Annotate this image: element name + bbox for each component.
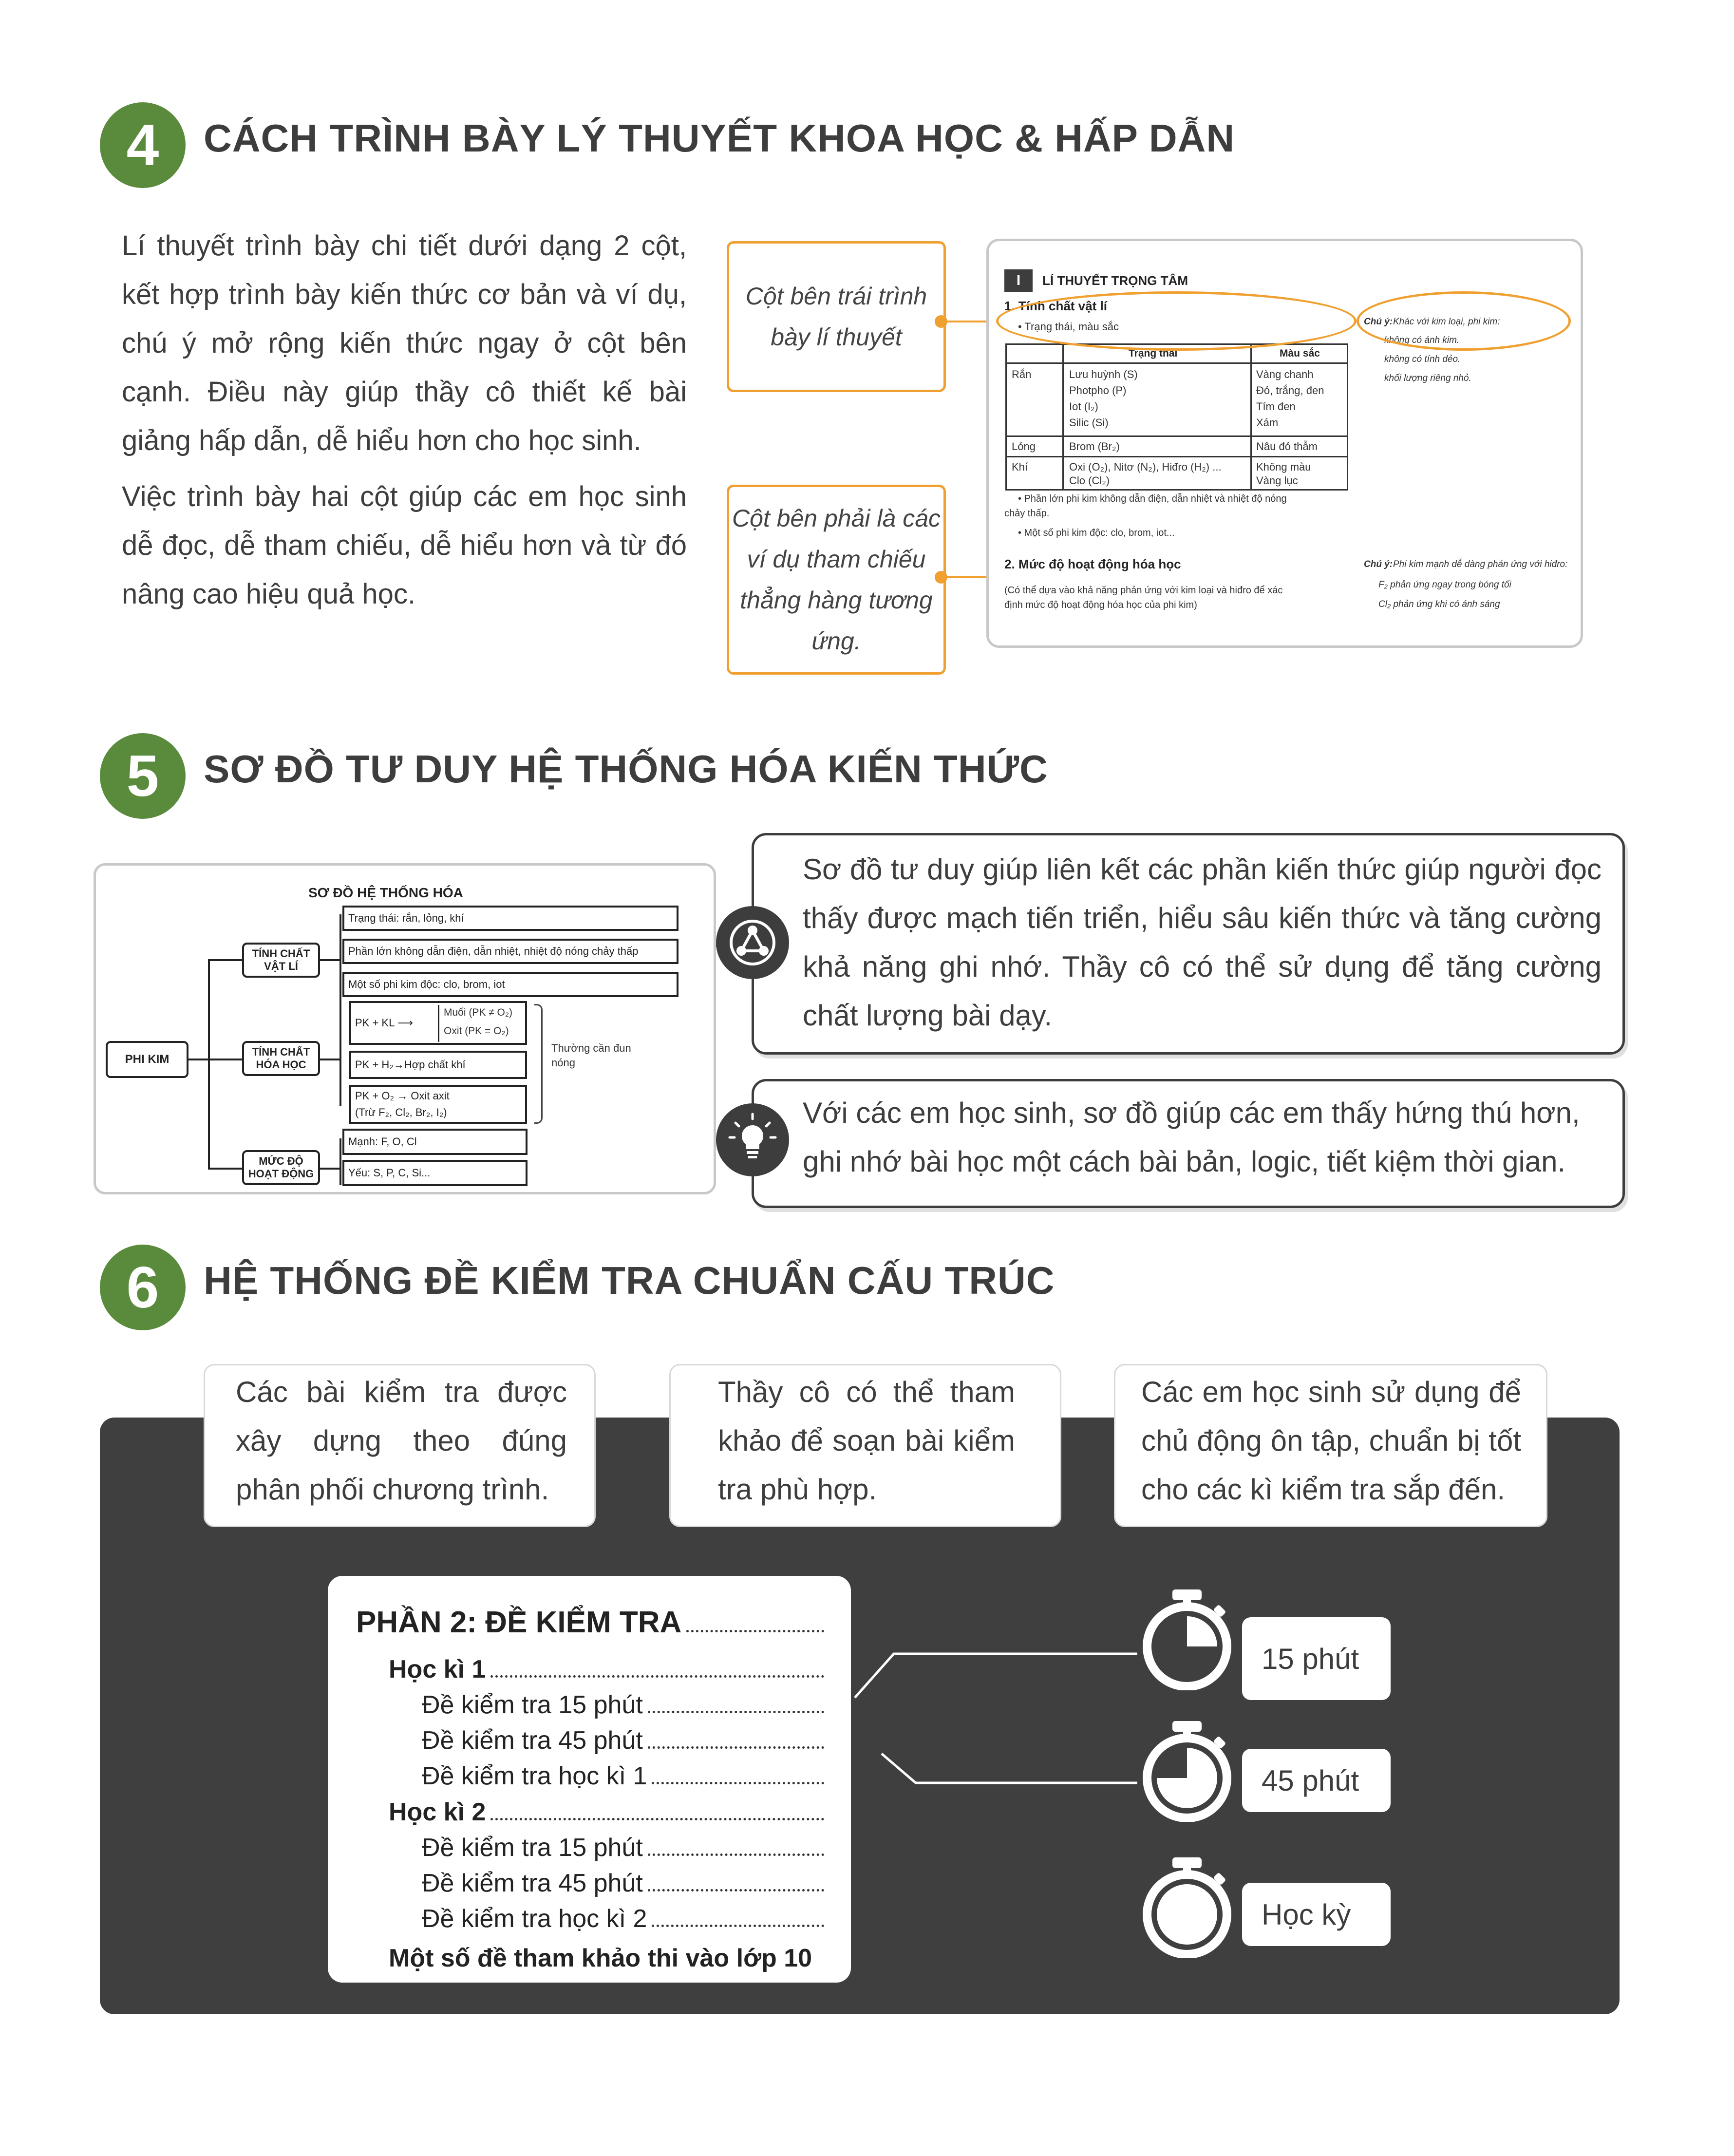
mind-map-connector bbox=[188, 1059, 208, 1060]
sample-bullet1: • Trạng thái, màu sắc bbox=[1018, 321, 1119, 333]
mind-map-leaf-text: Phần lớn không dẫn điện, dẫn nhiệt, nhiệt độ nóng chảy thấp bbox=[348, 945, 639, 957]
timer-label-text: Học kỳ bbox=[1262, 1898, 1351, 1931]
sample-bullet2a: • Phần lớn phi kim không dẫn điện, dẫn nhiệt và nhiệt độ nóng bbox=[1018, 493, 1287, 504]
mind-map-leaf-text: Trạng thái: rắn, lỏng, khí bbox=[348, 912, 464, 924]
arrow-icon: ⟶ bbox=[397, 1017, 413, 1029]
mind-map-root-label: PHI KIM bbox=[125, 1053, 170, 1066]
mind-map-connector bbox=[208, 959, 210, 1169]
sample-note1-line: không có tính dẻo. bbox=[1384, 354, 1461, 364]
sample-heading: LÍ THUYẾT TRỌNG TÂM bbox=[1042, 273, 1188, 288]
sample-row-item: Silic (Si) bbox=[1069, 416, 1109, 429]
sample-row-state: Lỏng bbox=[1012, 440, 1036, 453]
mind-map-connector bbox=[339, 1021, 341, 1106]
mind-map-connector bbox=[320, 959, 339, 961]
timer-svg bbox=[1142, 1717, 1232, 1822]
exam-info-card-text: Thầy cô có thể tham khảo để soạn bài kiểm tra phù hợp. bbox=[718, 1376, 1015, 1506]
sample-note2-title: Chú ý: bbox=[1364, 559, 1393, 569]
sample-sub2: 2. Mức độ hoạt động hóa học bbox=[1004, 557, 1181, 571]
sample-note1-line: khối lượng riêng nhỏ. bbox=[1384, 373, 1471, 383]
toc-leader bbox=[648, 1889, 824, 1891]
sample-row-color: Vàng lục bbox=[1256, 474, 1298, 487]
sample-note2-line: Cl₂ phản ứng khi có ánh sáng bbox=[1378, 599, 1500, 609]
timer-label-45 bbox=[1242, 1749, 1391, 1812]
exam-table-of-contents bbox=[328, 1576, 851, 1983]
section-4-title: CÁCH TRÌNH BÀY LÝ THUYẾT KHOA HỌC & HẤP DẪN bbox=[204, 116, 1235, 160]
toc-item bbox=[422, 1869, 826, 1898]
exam-info-card-text: Các bài kiểm tra được xây dựng theo đúng phân phối chương trình. bbox=[236, 1376, 567, 1506]
toc-leader bbox=[652, 1782, 824, 1784]
section-4-paragraph-2: Việc trình bày hai cột giúp các em học sinh dễ đọc, dễ tham chiếu, dễ hiểu hơn và từ đó nâng cao hiệu quả học. bbox=[122, 481, 687, 610]
sample-row-state: Khí bbox=[1012, 461, 1028, 473]
timer-svg bbox=[1142, 1853, 1232, 1958]
mind-map-branch-label: TÍNH CHẤT VẬT LÍ bbox=[252, 947, 310, 972]
mind-map-branch-label: MỨC ĐỘ HOẠT ĐỘNG bbox=[248, 1155, 314, 1180]
toc-leader bbox=[648, 1711, 824, 1713]
sample-note2-line: F₂ phản ứng ngay trong bóng tối bbox=[1378, 580, 1511, 590]
mind-map-leaf-text: Mạnh: F, O, Cl bbox=[348, 1135, 417, 1148]
sample-sub1: 1. Tính chất vật lí bbox=[1004, 299, 1107, 313]
sample-note1-title: Chú ý: bbox=[1364, 317, 1393, 327]
mind-map-connector bbox=[320, 1059, 339, 1060]
mind-map-leaf-text: Muối (PK ≠ O₂) bbox=[444, 1007, 513, 1018]
toc-item-label: Đề kiểm tra 15 phút bbox=[422, 1834, 643, 1862]
mind-map-leaf bbox=[342, 1160, 528, 1186]
mind-map-panel bbox=[94, 863, 716, 1194]
sample-col-color: Màu sắc bbox=[1280, 348, 1320, 359]
toc-term-label: Học kì 2 bbox=[389, 1798, 486, 1826]
stopwatch-icon bbox=[1142, 1853, 1232, 1958]
toc-item bbox=[422, 1833, 826, 1862]
mind-map-branch-chemical bbox=[242, 1041, 320, 1076]
mind-map-leaf-text: PK + H₂→Hợp chất khí bbox=[355, 1059, 466, 1071]
mind-map-leaf-text: Oxit (PK = O₂) bbox=[444, 1025, 509, 1037]
sample-row-color: Vàng chanh bbox=[1256, 368, 1314, 380]
toc-leader bbox=[490, 1675, 824, 1678]
sample-bullet2b: chảy thấp. bbox=[1004, 508, 1050, 519]
sample-bullet3: • Một số phi kim độc: clo, brom, iot... bbox=[1018, 528, 1175, 538]
mind-map-brace bbox=[534, 1004, 543, 1124]
sample-row-color: Không màu bbox=[1256, 461, 1311, 473]
sample-row-item: Brom (Br₂) bbox=[1069, 440, 1120, 453]
highlight-ellipse-left bbox=[996, 291, 1357, 351]
sample-row-item: Lưu huỳnh (S) bbox=[1069, 368, 1138, 380]
mind-map-leaf bbox=[342, 906, 679, 931]
mind-map-connector bbox=[208, 1059, 242, 1060]
mind-map-connector bbox=[208, 1168, 242, 1170]
toc-heading bbox=[356, 1605, 826, 1640]
toc-heading-label: PHẦN 2: ĐỀ KIỂM TRA bbox=[356, 1606, 682, 1639]
toc-leader bbox=[652, 1925, 824, 1927]
mind-map-leaf-text: PK + KL bbox=[355, 1017, 395, 1029]
toc-item-label: Đề kiểm tra 45 phút bbox=[422, 1726, 643, 1755]
sample-row-color: Tím đen bbox=[1256, 400, 1296, 413]
mind-map-leaf bbox=[349, 1051, 527, 1079]
mind-map-connector bbox=[339, 1138, 341, 1185]
mind-map-brace bbox=[438, 1005, 439, 1042]
mind-map-leaf bbox=[342, 972, 679, 997]
sample-row-state: Rắn bbox=[1012, 368, 1032, 380]
sample-sub2-note-b: định mức độ hoạt động hóa học của phi kim) bbox=[1004, 600, 1197, 610]
section-4-paragraph-1: Lí thuyết trình bày chi tiết dưới dạng 2 cột, kết hợp trình bày kiến thức cơ bản và ví dụ, chú ý mở rộng kiến thức ngay ở cột bên cạnh. Điều này giúp thầy cô thiết kế bài giảng hấp dẫn, dễ hiểu hơn cho học sinh. bbox=[122, 230, 687, 456]
sample-row-color: Xám bbox=[1256, 416, 1279, 429]
mind-map-callout-students-text: Với các em học sinh, sơ đồ giúp các em thấy hứng thú hơn, ghi nhớ bài học một cách bài bản, logic, tiết kiệm thời gian. bbox=[803, 1097, 1580, 1178]
sample-sub2-note-a: (Có thể dựa vào khả năng phản ứng với kim loại và hiđro để xác bbox=[1004, 585, 1283, 596]
toc-item bbox=[422, 1690, 826, 1720]
toc-item bbox=[422, 1726, 826, 1755]
mind-map-leaf-text: Một số phi kim độc: clo, brom, iot bbox=[348, 978, 505, 990]
highlight-ellipse-right bbox=[1357, 291, 1571, 351]
sample-note2-text: Phi kim mạnh dễ dàng phản ứng với hiđro: bbox=[1393, 559, 1568, 569]
toc-leader bbox=[490, 1818, 824, 1820]
timer-label-text: 15 phút bbox=[1262, 1642, 1359, 1675]
sample-row-item: Oxi (O₂), Nitơ (N₂), Hiđro (H₂) ... bbox=[1069, 461, 1222, 473]
toc-term-label: Học kì 1 bbox=[389, 1655, 486, 1683]
mind-map-connector bbox=[339, 914, 341, 1025]
toc-item-label: Đề kiểm tra 15 phút bbox=[422, 1691, 643, 1719]
sample-row-color: Nâu đỏ thẫm bbox=[1256, 440, 1318, 453]
toc-item bbox=[422, 1904, 826, 1933]
timer-label-semester bbox=[1242, 1883, 1391, 1946]
mind-map-branch-activity bbox=[242, 1150, 320, 1185]
mind-map-callout-teachers-text: Sơ đồ tư duy giúp liên kết các phần kiến thức giúp người đọc thấy được mạch tiến triển, hiểu sâu kiến thức và tăng cường khả năng ghi nhớ. Thầy cô có thể sử dụng để tăng cường chất lượng bài dạy. bbox=[803, 853, 1602, 1032]
mind-map-leaf-text: (Trừ F₂, Cl₂, Br₂, I₂) bbox=[355, 1106, 447, 1118]
timer-label-15 bbox=[1242, 1617, 1391, 1700]
toc-item-label: Đề kiểm tra học kì 2 bbox=[422, 1905, 647, 1933]
toc-extra bbox=[389, 1944, 812, 1973]
mind-map-root bbox=[106, 1041, 188, 1078]
sample-row-color: Đỏ, trắng, đen bbox=[1256, 384, 1324, 397]
share-network-icon bbox=[716, 906, 789, 979]
mind-map-title: SƠ ĐỒ HỆ THỐNG HÓA bbox=[308, 885, 463, 900]
mind-map-leaf bbox=[349, 1001, 527, 1045]
section-5-badge: 5 bbox=[100, 733, 186, 819]
sample-row-item: Iot (I₂) bbox=[1069, 400, 1098, 413]
stopwatch-icon bbox=[1142, 1586, 1232, 1690]
toc-extra-label: Một số đề tham khảo thi vào lớp 10 bbox=[389, 1944, 812, 1972]
sample-row-item: Clo (Cl₂) bbox=[1069, 474, 1110, 487]
left-column-note bbox=[727, 241, 946, 392]
sample-col-state: Trạng thái bbox=[1129, 348, 1178, 359]
toc-term bbox=[389, 1797, 826, 1827]
right-column-note-text: Cột bên phải là các ví dụ tham chiếu thẳng hàng tương ứng. bbox=[732, 505, 941, 655]
toc-item-label: Đề kiểm tra học kì 1 bbox=[422, 1762, 647, 1790]
sample-roman-badge: I bbox=[1004, 269, 1033, 292]
mind-map-branch-label: TÍNH CHẤT HÓA HỌC bbox=[252, 1046, 310, 1071]
timer-label-text: 45 phút bbox=[1262, 1764, 1359, 1797]
sample-row-item: Photpho (P) bbox=[1069, 384, 1127, 397]
sample-note1-text: Khác với kim loại, phi kim: bbox=[1393, 317, 1500, 327]
section-6-badge: 6 bbox=[100, 1245, 186, 1330]
mind-map-connector bbox=[320, 1168, 339, 1170]
left-column-note-text: Cột bên trái trình bày lí thuyết bbox=[745, 283, 927, 351]
exam-info-card-text: Các em học sinh sử dụng để chủ động ôn tập, chuẩn bị tốt cho các kì kiểm tra sắp đến. bbox=[1141, 1376, 1521, 1506]
section-6-title: HỆ THỐNG ĐỀ KIỂM TRA CHUẨN CẤU TRÚC bbox=[204, 1259, 1055, 1302]
toc-item bbox=[422, 1761, 826, 1791]
mind-map-branch-physical bbox=[242, 943, 320, 978]
timer-svg bbox=[1142, 1586, 1232, 1690]
mind-map-note: Thường cần đun nóng bbox=[551, 1042, 631, 1069]
stopwatch-icon bbox=[1142, 1717, 1232, 1822]
mind-map-leaf-text: Yếu: S, P, C, Si... bbox=[348, 1167, 431, 1179]
toc-leader bbox=[648, 1746, 824, 1749]
sample-note1-line: không có ánh kim. bbox=[1384, 335, 1460, 345]
sample-table bbox=[1005, 343, 1348, 491]
right-column-note bbox=[727, 485, 946, 675]
toc-term bbox=[389, 1655, 826, 1684]
toc-item-label: Đề kiểm tra 45 phút bbox=[422, 1869, 643, 1897]
mind-map-leaf bbox=[349, 1085, 527, 1124]
toc-leader bbox=[686, 1630, 824, 1632]
mind-map-leaf bbox=[342, 939, 679, 964]
section-4-badge: 4 bbox=[100, 102, 186, 188]
toc-leader bbox=[648, 1853, 824, 1856]
mind-map-connector bbox=[208, 959, 242, 961]
section-5-title: SƠ ĐỒ TƯ DUY HỆ THỐNG HÓA KIẾN THỨC bbox=[204, 747, 1048, 791]
lightbulb-icon bbox=[716, 1103, 789, 1176]
mind-map-leaf bbox=[342, 1129, 528, 1155]
mind-map-leaf-text: PK + O₂ → Oxit axit bbox=[355, 1090, 450, 1102]
toc-timer-connectors bbox=[848, 1632, 1159, 1797]
